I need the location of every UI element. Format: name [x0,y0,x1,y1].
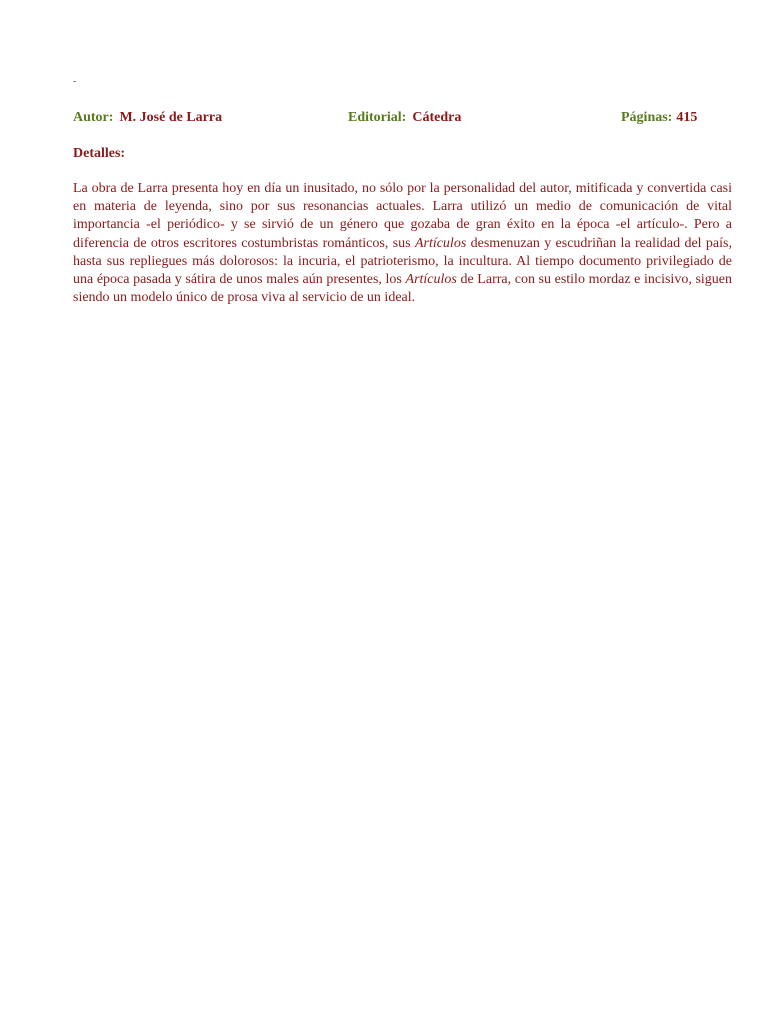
editorial-value: Cátedra [412,110,462,125]
author-field [73,110,222,126]
author-label: Autor: [73,110,114,125]
description-part-2: desmenuzan y escudriñan la realidad del país, hasta sus repliegues más dolorosos: la incuria, el patrioterismo, la incultura. Al tiempo documento privilegiado de una época pasada y sátira de unos males aún presentes, los [73,235,732,288]
description-italic-articulos-2: Artículos [405,272,457,288]
pages-field [621,110,697,126]
description-part-1: La obra de Larra presenta hoy en día un inusitado, no sólo por la personalidad del autor, mitificada y convertida casi en materia de leyenda, sino por sus resonancias actuales. Larra utilizó un medio de comunicación de vital importancia -el periódico- y se sirvió de un género que gozaba de gran éxito en la época -el artículo-. Pero a diferencia de otros escritores costumbristas románticos, sus [73,181,732,251]
details-heading: Detalles: [73,146,126,161]
pages-label: Páginas: [621,110,673,125]
editorial-label: Editorial: [348,110,407,125]
details-description [73,180,732,307]
editorial-field [348,110,461,126]
author-value: M. José de Larra [119,110,223,125]
top-mark: - [73,76,77,87]
description-part-3: de Larra, con su estilo mordaz e incisivo, siguen siendo un modelo único de prosa viva al servicio de un ideal. [73,272,732,306]
pages-value: 415 [676,110,698,125]
book-metadata-row [73,110,733,130]
description-italic-articulos-1: Artículos [414,235,467,251]
